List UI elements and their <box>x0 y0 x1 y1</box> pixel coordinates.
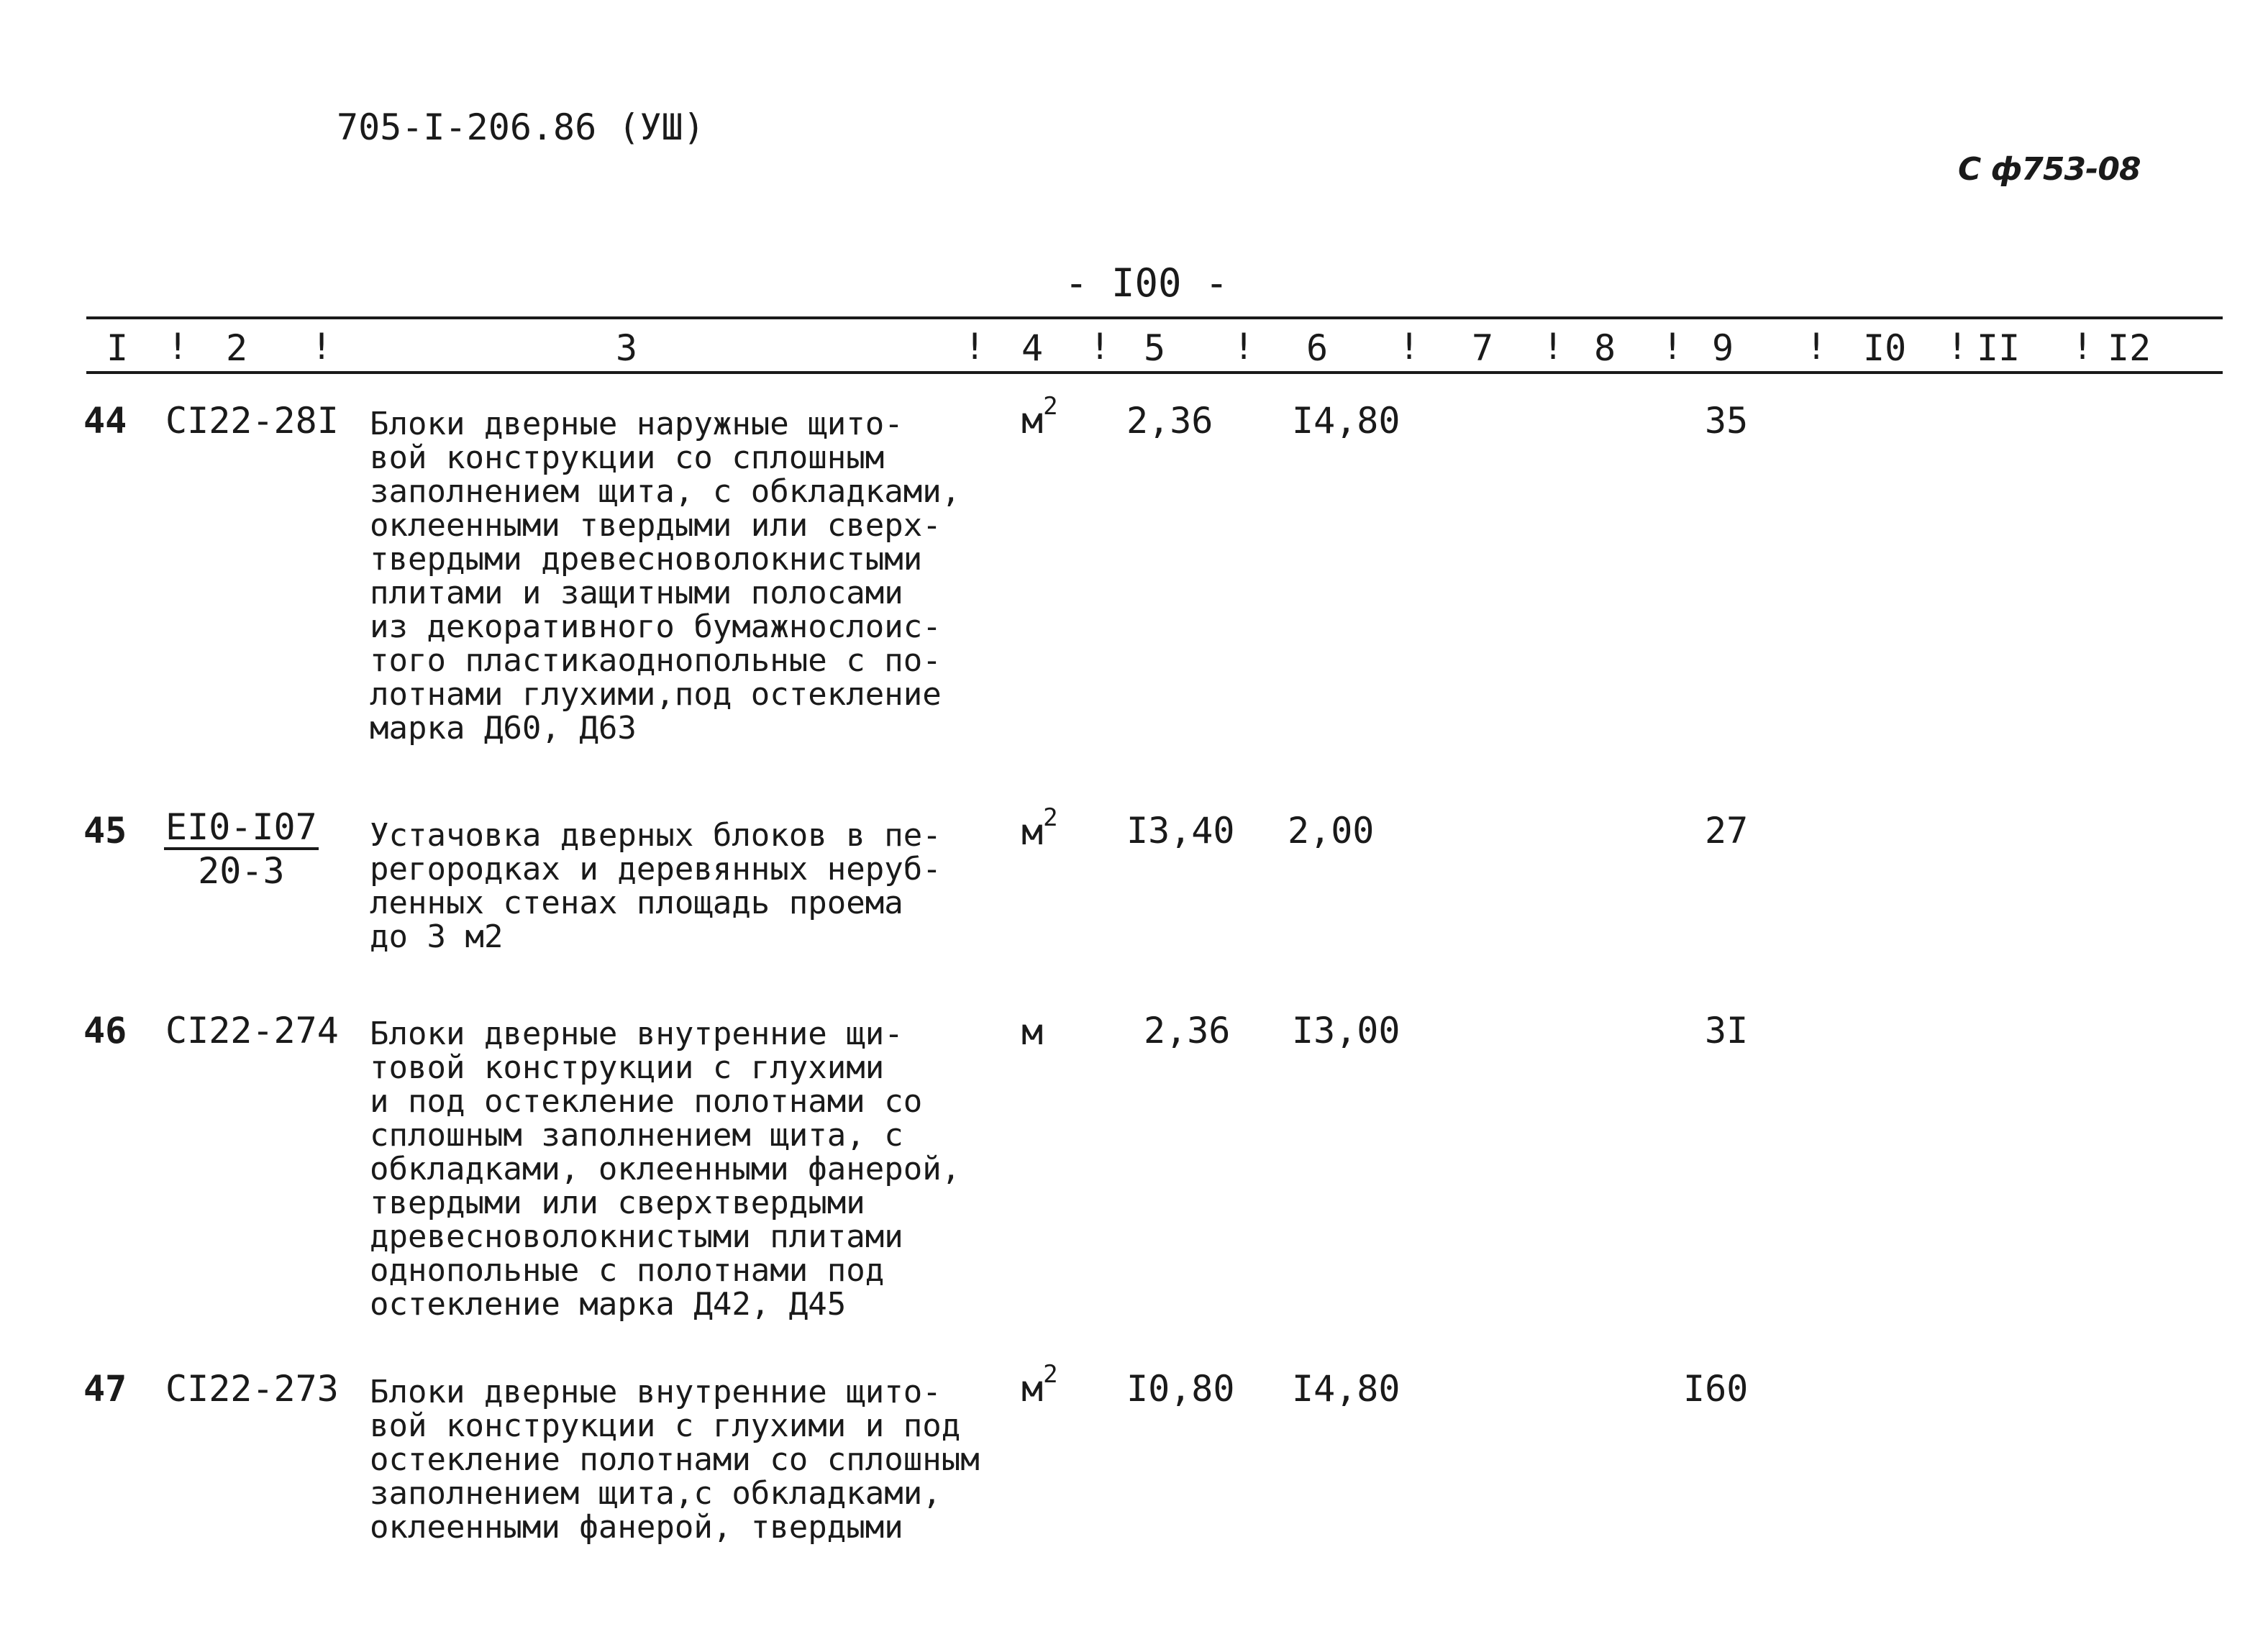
column-header-9: 9 <box>1712 327 1734 369</box>
unit-cost-value: 2,00 <box>1288 810 1375 852</box>
unit-cost-value: I4,80 <box>1292 1368 1401 1410</box>
column-separator: ! <box>167 326 189 368</box>
norm-code: CI22-273 <box>165 1368 339 1410</box>
total-value: 3I <box>1705 1010 1749 1051</box>
column-separator: ! <box>1946 326 1969 368</box>
column-header-10: I0 <box>1863 327 1907 369</box>
unit-of-measure: м <box>1021 1011 1044 1053</box>
column-header-8: 8 <box>1594 327 1616 369</box>
norm-code-denominator: 20-3 <box>198 850 285 892</box>
table-top-rule <box>86 316 2223 319</box>
unit-of-measure: $м^2$ <box>1021 392 1058 442</box>
column-header-11: II <box>1977 327 2021 369</box>
work-description: Устачовка дверных блоков в пе- регородках и деревянных неруб- ленных стенах площадь проема до 3 м2 <box>370 817 942 955</box>
total-value: I60 <box>1683 1368 1749 1410</box>
norm-code-numerator: EI0-I07 <box>164 807 319 850</box>
total-value: 35 <box>1705 400 1749 442</box>
row-number: 45 <box>83 810 127 852</box>
column-separator: ! <box>964 326 986 368</box>
column-header-1: I <box>106 327 129 369</box>
document-code: 705-I-206.86 (УШ) <box>337 106 705 148</box>
column-separator: ! <box>1398 326 1421 368</box>
quantity-value: I0,80 <box>1126 1368 1235 1410</box>
quantity-value: I3,40 <box>1126 810 1235 852</box>
column-header-4: 4 <box>1021 327 1044 369</box>
page-number: - I00 - <box>1065 260 1229 306</box>
total-value: 27 <box>1705 810 1749 852</box>
unit-cost-value: I3,00 <box>1292 1010 1401 1051</box>
work-description: Блоки дверные внутренние щи- товой конструкции с глухими и под остекление полотнами со сплошным заполнением щита, с обкладками, оклеенными фанерой, твердыми или сверхтвердыми древесноволокнистыми плитами однопольные с полотнами под остекление марка Д42, Д45 <box>370 1016 961 1323</box>
column-separator: ! <box>1662 326 1684 368</box>
norm-code: CI22-274 <box>165 1010 339 1051</box>
unit-of-measure: $м^2$ <box>1021 803 1058 853</box>
norm-code-fraction <box>164 807 319 892</box>
column-separator: ! <box>1542 326 1565 368</box>
archive-stamp: С ф753-08 <box>1958 151 2141 188</box>
row-number: 46 <box>83 1010 127 1051</box>
column-separator: ! <box>1805 326 1828 368</box>
unit-cost-value: I4,80 <box>1292 400 1401 442</box>
column-header-6: 6 <box>1306 327 1329 369</box>
work-description: Блоки дверные наружные щито- вой конструкции со сплошным заполнением щита, с обкладками, оклеенными твердыми или сверх- твердыми древесноволокнистыми плитами и защитными полосами из декоративного бумажнослоис- того пластикаоднопольные с по- лотнами глухими,под остекление марка Д60, Д63 <box>370 406 961 747</box>
column-header-12: I2 <box>2108 327 2151 369</box>
quantity-value: 2,36 <box>1144 1010 1231 1051</box>
column-header-3: 3 <box>616 327 638 369</box>
row-number: 47 <box>83 1368 127 1410</box>
column-header-2: 2 <box>226 327 248 369</box>
column-header-7: 7 <box>1472 327 1494 369</box>
column-separator: ! <box>1089 326 1111 368</box>
table-header-rule <box>86 371 2223 374</box>
unit-of-measure: $м^2$ <box>1021 1360 1058 1410</box>
column-separator: ! <box>1233 326 1255 368</box>
column-separator: ! <box>311 326 333 368</box>
column-separator: ! <box>2072 326 2094 368</box>
norm-code: CI22-28I <box>165 400 339 442</box>
column-header-5: 5 <box>1144 327 1166 369</box>
work-description: Блоки дверные внутренние щито- вой конструкции с глухими и под остекление полотнами со сплошным заполнением щита,с обкладками, оклеенными фанерой, твердыми <box>370 1374 980 1546</box>
row-number: 44 <box>83 400 127 442</box>
quantity-value: 2,36 <box>1126 400 1213 442</box>
